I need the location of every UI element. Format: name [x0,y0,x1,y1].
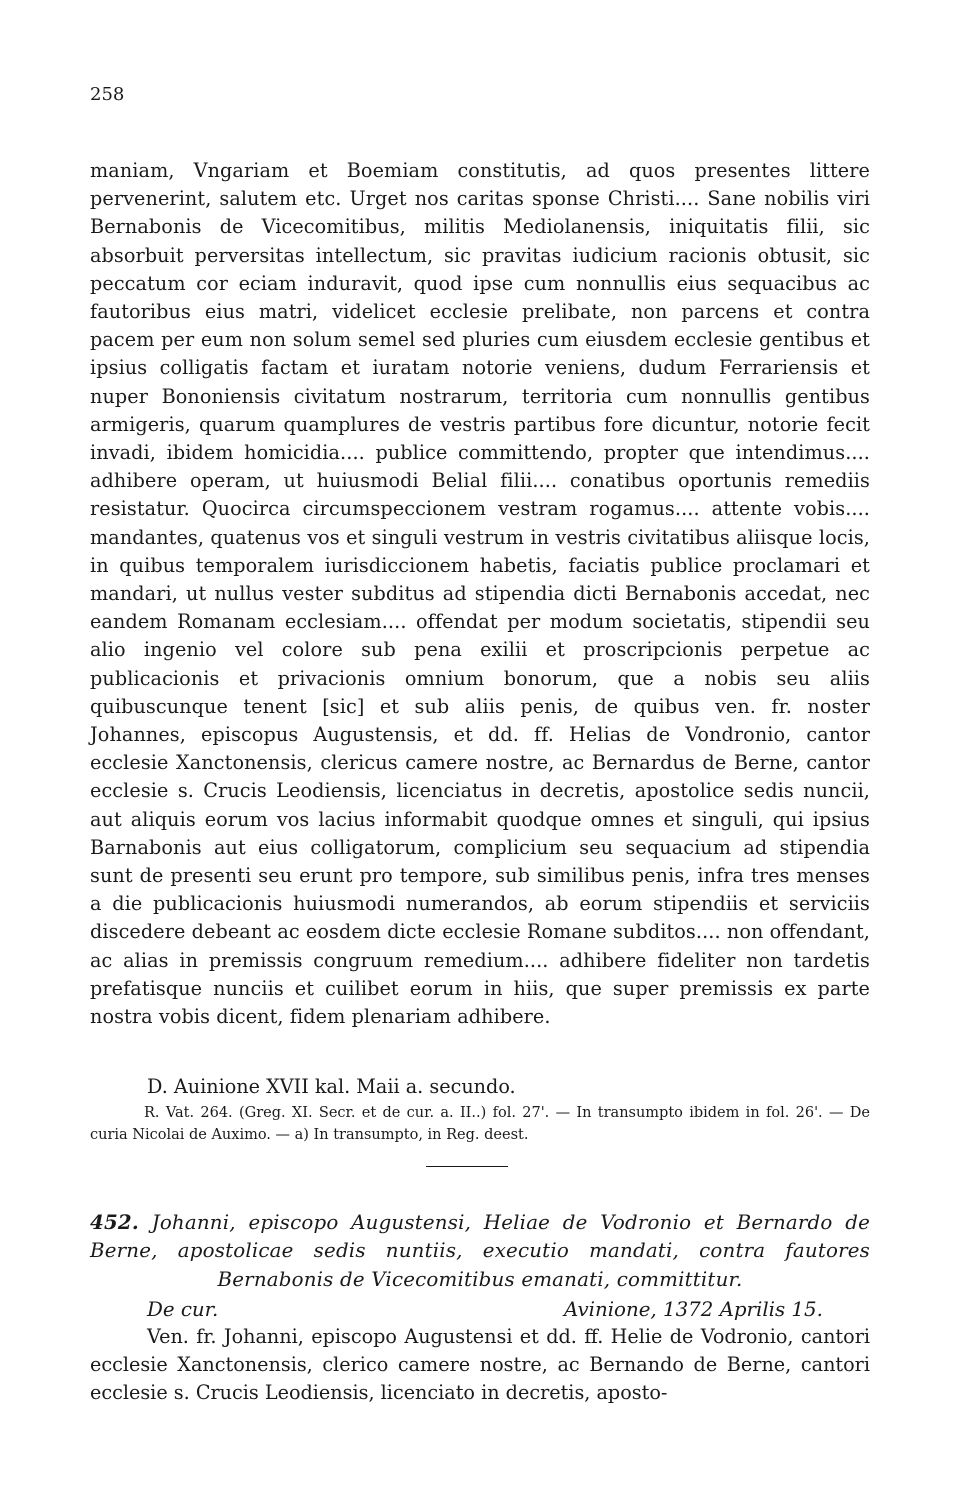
regest-heading [90,1208,870,1294]
dating-line: D. Auinione XVII kal. Maii a. secundo. [147,1075,516,1098]
origin-curia: De cur. [147,1298,219,1321]
section-separator [426,1166,508,1167]
letter-body-text: maniam, Vngariam et Boemiam constitutis, ad quos presentes littere pervenerint, salutem etc. Urget nos caritas sponse Christi.... Sane nobilis viri Bernabonis de Vicecomitibus, militis Mediolanensis, iniquitatis filii, sic absorbuit perversitas intellectum, sic pravitas iudicium racionis obtusit, sic peccatum cor eciam induravit, quod ipse cum nonnullis eius sequacibus ac fautoribus eius matri, videlicet ecclesie prelibate, non parcens et contra pacem per eum non solum semel sed pluries cum eiusdem ecclesie gentibus et ipsius colligatis factam et iuratam notorie veniens, dudum Ferrariensis et nuper Bononiensis civitatum nostrarum, territoria cum nonnullis gentibus armigeris, quarum quamplures de vestris partibus fore dicuntur, notorie fecit invadi, ibidem homicidia.... publice committendo, propter que intendimus.... adhibere operam, ut huiusmodi Belial filii.... conatibus oportunis remediis resistatur. Quocirca circumspeccionem vestram rogamus.... attente vobis.... mandantes, quatenus vos et singuli vestrum in vestris civitatibus aliisque locis, in quibus temporalem iurisdiccionem habetis, faciatis publice proclamari et mandari, ut nullus vester subditus ad stipendia dicti Bernabonis accedat, nec eandem Romanam ecclesiam.... offendat per modum societatis, stipendii seu alio ingenio vel colore sub pena exilii et proscripcionis perpetue ac publicacionis et privacionis omnium bonorum, que a nobis seu aliis quibuscunque tenent [sic] et sub aliis penis, de quibus ven. fr. noster Johannes, episcopus Augustensis, et dd. ff. Helias de Vondronio, cantor ecclesie Xanctonensis, clericus camere nostre, ac Bernardus de Berne, cantor ecclesie s. Crucis Leodiensis, licenciatus in decretis, apostolice sedis nuncii, aut aliquis eorum vos lacius informabit quodque omnes et singuli, qui ipsius Barnabonis aut eius colligatorum, complicium seu sequacium ad stipendia sunt de presenti seu erunt pro tempore, sub similibus penis, infra tres menses a die publicacionis huiusmodi numerandos, ab eorum stipendiis et serviciis discedere debeant ac eosdem dicte ecclesie Romane subditos.... non offendant, ac alias in premissis congruum remedium.... adhibere fideliter non tardetis prefatisque nunciis et cuilibet eorum in hiis, que super premissis ex parte nostra vobis dicent, fidem plenariam adhibere. [90,159,870,1029]
entry-number: 452. [90,1210,139,1234]
regest-text: Johanni, episcopo Augustensi, Heliae de Vodronio et Bernardo de Berne, apostolicae sedis nuntiis, executio mandati, contra fautores Bernabonis de Vicecomitibus emanati, committitur. [90,1211,870,1291]
origin-place-date: Avinione, 1372 Aprilis 15. [564,1298,823,1321]
letter-opening-text: Ven. fr. Johanni, episcopo Augustensi et dd. ff. Helie de Vodronio, cantori ecclesie Xanctonensis, clerico camere nostre, ac Bernando de Berne, cantori ecclesie s. Crucis Leodiensis, licenciato in decretis, aposto- [90,1325,870,1405]
page-number: 258 [90,84,125,105]
source-footnote: R. Vat. 264. (Greg. XI. Secr. et de cur. a. II..) fol. 27'. — In transumpto ibidem in fol. 26'. — De curia Nicolai de Auximo. — a) In transumpto, in Reg. deest. [90,1105,870,1143]
